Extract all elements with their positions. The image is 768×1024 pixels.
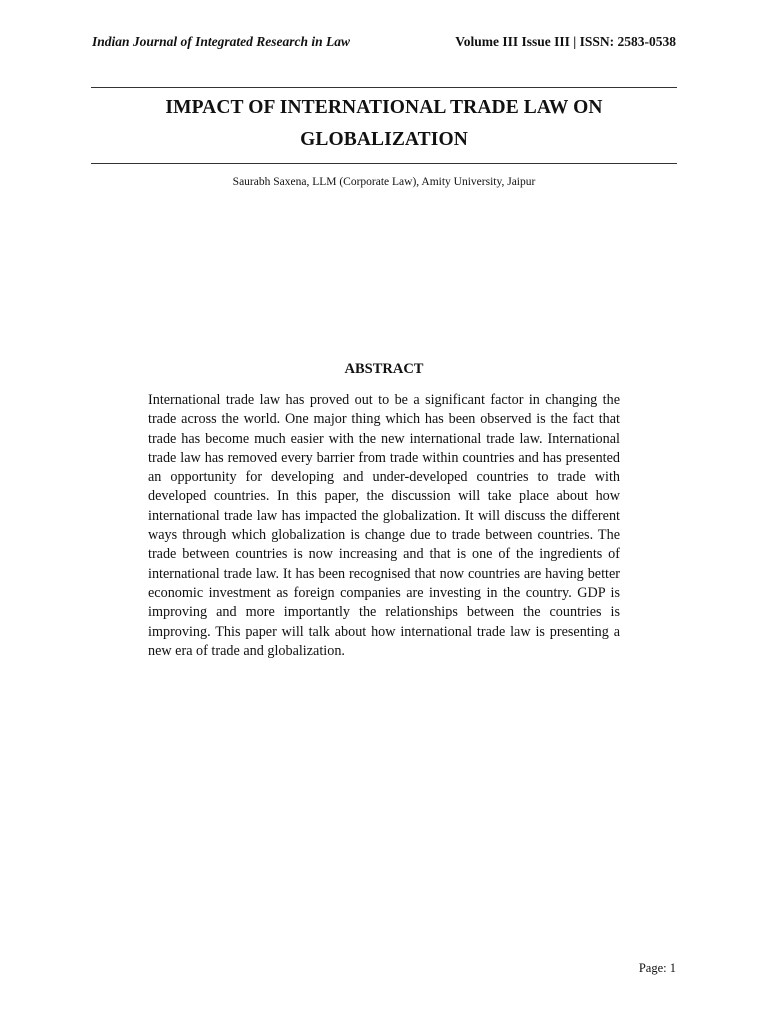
paper-title: IMPACT OF INTERNATIONAL TRADE LAW ON GLOBALIZATION (165, 97, 603, 150)
abstract-heading: ABSTRACT (344, 361, 424, 377)
journal-name: Indian Journal of Integrated Research in Law (92, 34, 351, 49)
author-affiliation: Saurabh Saxena, LLM (Corporate Law), Amity University, Jaipur (232, 176, 536, 188)
page-number: Page: 1 (638, 961, 676, 975)
title-rule-top (91, 87, 677, 88)
volume-issue-issn: Volume III Issue III | ISSN: 2583-0538 (455, 34, 676, 49)
title-rule-bottom (91, 163, 677, 164)
abstract-body: International trade law has proved out to be a significant factor in changing the trade across the world. One major thing which has been observed is the fact that trade has become much easier with the new international trade law. International trade law has removed every barrier from trade within countries and has presented an opportunity for developing and under-developed countries to trade with developed countries. In this paper, the discussion will take place about how international trade law has impacted the globalization. It will discuss the different ways through which globalization is change due to trade between countries. The trade between countries is now increasing and that is one of the ingredients of international trade law. It has been recognised that now countries are having better economic investment as foreign companies are investing in the country. GDP is improving and more importantly the relationships between the countries is improving. This paper will talk about how international trade law is presenting a new era of trade and globalization. (148, 392, 620, 659)
